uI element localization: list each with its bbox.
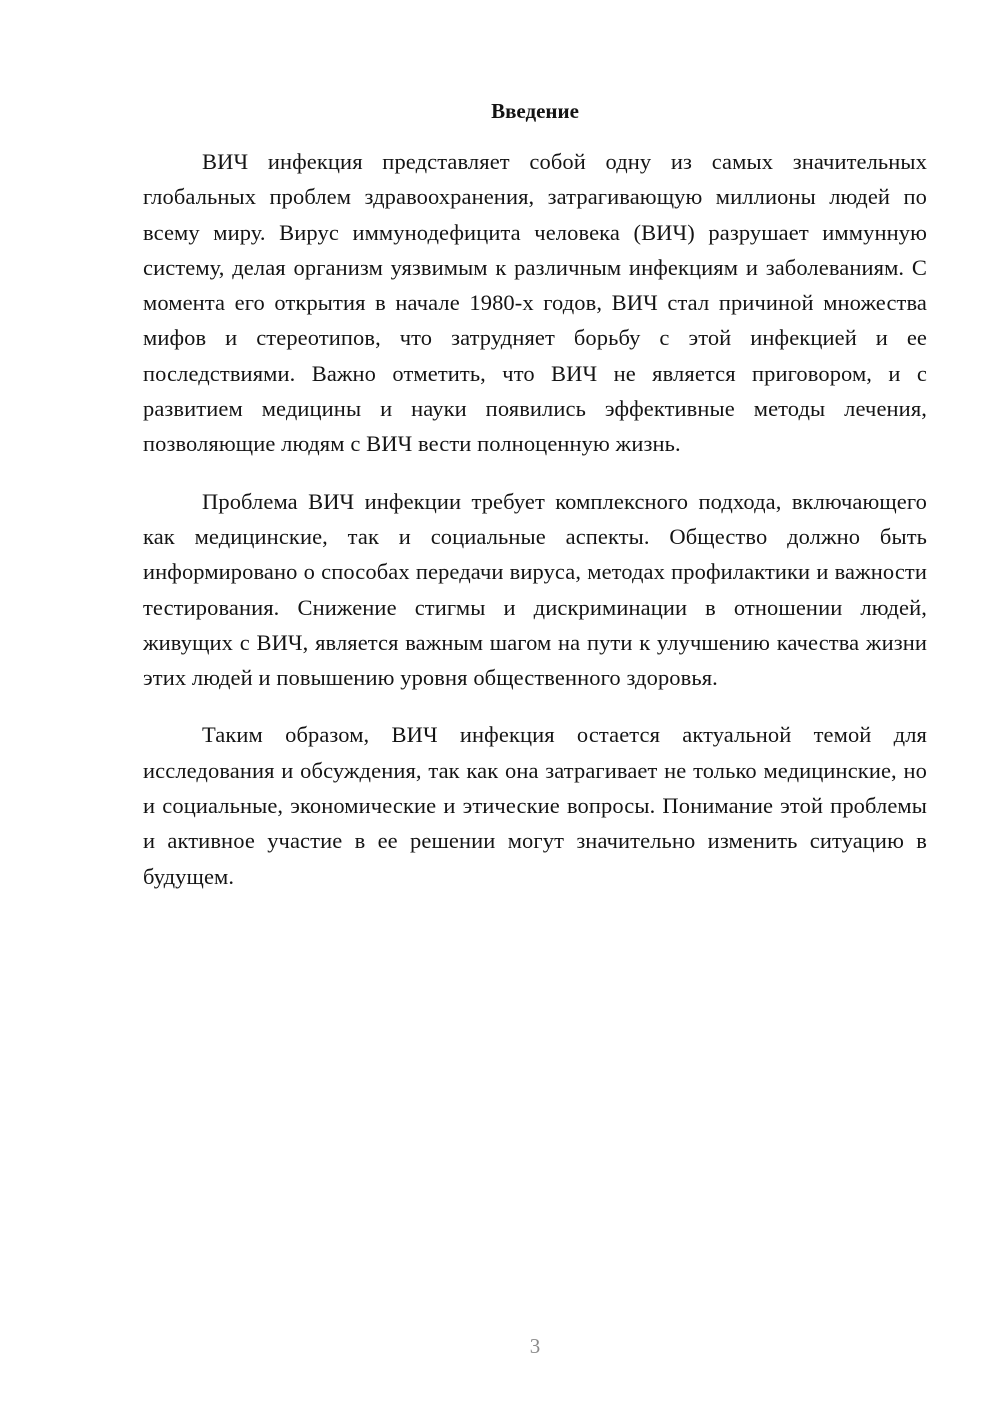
paragraph-conclusion: Таким образом, ВИЧ инфекция остается актуальной темой для исследования и обсуждения, так как она затрагивает не только медицинские, но и социальные, экономические и этические вопросы. Понимание этой проблемы и активное участие в ее решении могут значительно изменить ситуацию в будущем. xyxy=(143,722,927,889)
page-content xyxy=(143,96,927,894)
section-title: Введение xyxy=(491,99,579,123)
paragraph-intro: ВИЧ инфекция представляет собой одну из самых значительных глобальных проблем здравоохранения, затрагивающую миллионы людей по всему миру. Вирус иммунодефицита человека (ВИЧ) разрушает иммунную систему, делая организм уязвимым к различным инфекциям и заболеваниям. С момента его открытия в начале 1980-х годов, ВИЧ стал причиной множества мифов и стереотипов, что затрудняет борьбу с этой инфекцией и ее последствиями. Важно отметить, что ВИЧ не является приговором, и с развитием медицины и науки появились эффективные методы лечения, позволяющие людям с ВИЧ вести полноценную жизнь. xyxy=(143,149,927,457)
page-number: 3 xyxy=(529,1334,541,1358)
paragraph-problem: Проблема ВИЧ инфекции требует комплексного подхода, включающего как медицинские, так и социальные аспекты. Общество должно быть информировано о способах передачи вируса, методах профилактики и важности тестирования. Снижение стигмы и дискриминации в отношении людей, живущих с ВИЧ, является важным шагом на пути к улучшению качества жизни этих людей и повышению уровня общественного здоровья. xyxy=(143,488,927,691)
